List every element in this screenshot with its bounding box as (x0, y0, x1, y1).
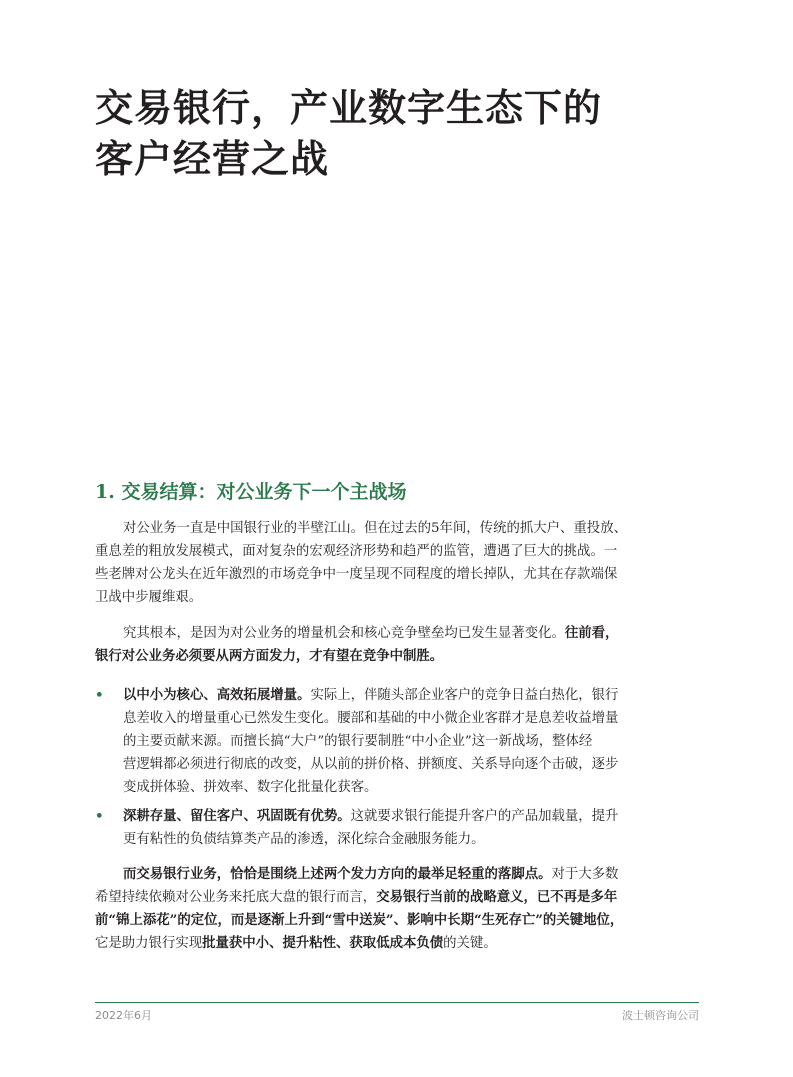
paragraph-text: 它是助力银行实现 (95, 936, 203, 951)
paragraph-line (95, 932, 700, 955)
bullet-line (123, 684, 700, 707)
bullet-line: 息差收入的增量重心已然发生变化。腰部和基础的中小微企业客群才是息差收益增量 (123, 711, 619, 726)
paragraph-text: 希望持续依赖对公业务来托底大盘的银行而言， (95, 890, 377, 905)
bullet-line: 变成拼体验、拼效率、数字化批量化获客。 (123, 780, 378, 795)
paragraph-line (95, 622, 700, 645)
paragraph-emphasis: 银行对公业务必须要从两方面发力，才有望在竞争中制胜。 (95, 648, 444, 664)
bullet-emphasis: 以中小为核心、高效拓展增量。 (123, 687, 311, 703)
paragraph-line (95, 863, 700, 886)
bullet-dot: • (95, 808, 104, 824)
paragraph-transaction-banking (95, 863, 700, 955)
bullet-dot: • (95, 687, 104, 703)
bullet-text (123, 805, 700, 851)
paragraph-line: 对公业务一直是中国银行业的半壁江山。但在过去的5年间，传统的抓大户、重投放、 (123, 521, 627, 536)
bullet-item-existing (95, 805, 700, 851)
page-title-line-2: 客户经营之战 (95, 136, 330, 181)
paragraph-line (95, 909, 700, 932)
bullet-line (123, 805, 700, 828)
bullet-line: 更有粘性的负债结算类产品的渗透，深化综合金融服务能力。 (123, 832, 485, 847)
footer-organization: 波士顿咨询公司 (622, 1009, 699, 1022)
bullet-line: 营逻辑都必须进行彻底的改变，从以前的拼价格、拼额度、关系导向逐个击破，逐步 (123, 757, 619, 772)
paragraph-emphasis: 交易银行当前的战略意义，已不再是多年 (376, 889, 618, 905)
paragraph-intro (95, 517, 700, 609)
bullet-plain: 实际上，伴随头部企业客户的竞争日益白热化，银行 (310, 688, 619, 703)
paragraph-text: 对于大多数 (551, 867, 619, 882)
footer-divider (95, 1002, 699, 1003)
bullet-text (123, 684, 700, 799)
paragraph-text: 的关键。 (443, 936, 497, 951)
paragraph-line: 卫战中步履维艰。 (95, 590, 203, 605)
paragraph-emphasis: 而交易银行业务，恰恰是围绕上述两个发力方向的最举足轻重的落脚点。 (123, 866, 552, 882)
paragraph-text: 究其根本，是因为对公业务的增量机会和核心竞争壁垒均已发生显著变化。 (123, 626, 565, 641)
page-title (95, 82, 735, 184)
page-title-line-1: 交易银行，产业数字生态下的 (95, 85, 603, 130)
paragraph-line: 些老牌对公龙头在近年激烈的市场竞争中一度呈现不同程度的增长掉队，尤其在存款端保 (95, 567, 618, 582)
paragraph-emphasis: 批量获中小、提升粘性、获取低成本负债 (202, 935, 444, 951)
bullet-plain: 这就要求银行能提升客户的产品加载量，提升 (350, 809, 619, 824)
paragraph-line: 重息差的粗放发展模式，面对复杂的宏观经济形势和趋严的监管，遭遇了巨大的挑战。一 (95, 544, 618, 559)
paragraph-line (95, 886, 700, 909)
section-heading: 1. 交易结算：对公业务下一个主战场 (95, 481, 407, 503)
paragraph-emphasis: 前“锦上添花”的定位，而是逐渐上升到“雪中送炭”、影响中长期“生死存亡”的关键地位， (95, 912, 624, 928)
paragraph-line (95, 645, 700, 668)
bullet-item-incremental (95, 684, 700, 799)
bullet-line: 的主要贡献来源。而擅长搞“大户”的银行要制胜“中小企业”这一新战场，整体经 (123, 734, 593, 749)
paragraph-emphasis: 往前看， (564, 625, 619, 641)
paragraph-root-cause (95, 622, 700, 668)
bullet-emphasis: 深耕存量、留住客户、巩固既有优势。 (123, 808, 351, 824)
footer-date: 2022年6月 (95, 1009, 152, 1022)
